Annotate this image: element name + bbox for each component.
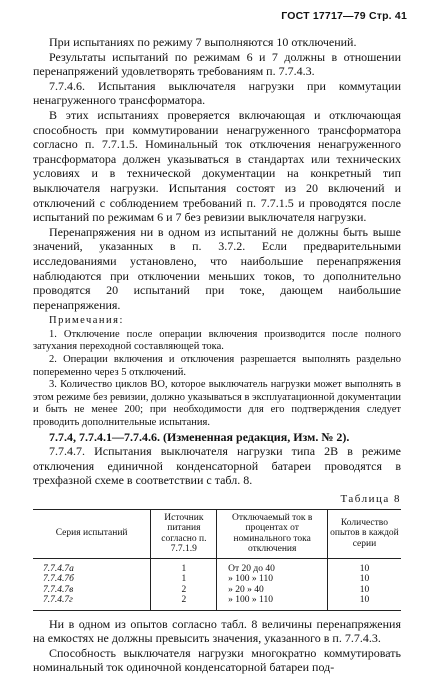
count-cell: 10 bbox=[327, 595, 401, 610]
table-8 bbox=[33, 509, 401, 611]
count-cell: 10 bbox=[327, 585, 401, 596]
current-value: » 20 » 40 bbox=[228, 584, 264, 595]
table-header-row bbox=[33, 509, 401, 558]
current-cell bbox=[217, 595, 327, 610]
series-cell: 7.7.4.7а bbox=[43, 563, 74, 574]
current-value: » 100 » 110 bbox=[228, 595, 273, 606]
paragraph: При испытаниях по режиму 7 выполняются 10 отключений. bbox=[49, 35, 357, 49]
series-cell: 7.7.4.7б bbox=[43, 574, 74, 585]
amendment-note: 7.7.4, 7.7.4.1—7.7.4.6. (Измененная редакция, Изм. № 2). bbox=[49, 429, 350, 444]
column-header: Серия испытаний bbox=[33, 509, 151, 558]
note-item: 1. Отключение после операции включения производится после полного затухания переходной составляющей тока. bbox=[33, 328, 401, 353]
count-cell: 10 bbox=[327, 558, 401, 574]
paragraph: Способность выключателя нагрузки многократно коммутировать номинальный ток одиночной конденсаторной батареи под- bbox=[33, 645, 401, 675]
current-value: » 100 » 110 bbox=[228, 574, 273, 585]
column-header: Отключаемый ток в процентах от номинального тока отключения bbox=[217, 509, 327, 558]
current-value: От 20 до 40 bbox=[228, 563, 275, 574]
page-body bbox=[33, 35, 401, 675]
note-item: 2. Операции включения и отключения разрешается выполнять раздельно попеременно через 5 отключений. bbox=[33, 354, 401, 378]
source-cell: 1 bbox=[151, 558, 217, 574]
source-cell: 2 bbox=[151, 595, 217, 610]
table-row bbox=[33, 595, 401, 610]
series-cell: 7.7.4.7г bbox=[33, 595, 151, 610]
paragraph: Перенапряжения ни в одном из испытаний не должны быть выше значений, указанных в п. 3.7.2. Если предварительными исследованиями установлено, что наибольшие перенапряжения наблюдаются при отключении меньших токов, то дополнительно проводятся 20 испытаний при токе, дающем наибольшие перенапряжения. bbox=[33, 224, 401, 312]
current-cell bbox=[217, 558, 327, 574]
current-cell bbox=[217, 585, 327, 596]
table-row bbox=[33, 585, 401, 596]
page-header: ГОСТ 17717—79 Стр. 41 bbox=[281, 10, 407, 22]
table-row bbox=[33, 558, 401, 574]
column-header: Количество опытов в каждой серии bbox=[327, 509, 401, 558]
section-heading-7746: 7.7.4.6. Испытания выключателя нагрузки при коммутации ненагруженного трансформатора. bbox=[33, 78, 401, 108]
count-cell: 10 bbox=[327, 574, 401, 585]
series-cell: 7.7.4.7в bbox=[43, 584, 74, 595]
section-paragraph-7747: 7.7.4.7. Испытания выключателя нагрузки типа 2В в режиме отключения единичной конденсаторной батареи проводятся в трехфазной схеме в соответствии с табл. 8. bbox=[33, 444, 401, 488]
table-row bbox=[33, 574, 401, 585]
paragraph: Результаты испытаний по режимам 6 и 7 должны в отношении перенапряжений удовлетворять требованиям п. 7.7.4.3. bbox=[33, 49, 401, 79]
column-header: Источник питания согласно п. 7.7.1.9 bbox=[151, 509, 217, 558]
current-cell bbox=[217, 574, 327, 585]
notes-title: Примечания: bbox=[49, 315, 124, 327]
table-caption: Таблица 8 bbox=[340, 493, 401, 505]
source-cell: 2 bbox=[151, 585, 217, 596]
paragraph: Ни в одном из опытов согласно табл. 8 величины перенапряжения на емкостях не должны превысить значения, указанного в п. 7.7.4.3. bbox=[33, 616, 401, 646]
note-item: 3. Количество циклов ВО, которое выключатель нагрузки может выполнять в этом режиме без ревизии, должно указываться в эксплуатационной документации и быть не менее 200; при необходимости для его подтверждения следует проводить дополнительные испытания. bbox=[33, 379, 401, 429]
paragraph: В этих испытаниях проверяется включающая и отключающая способность при коммутировании ненагруженного трансформатора согласно п. 7.7.1.5. Номинальный ток отключения ненагруженного трансформатора должен указываться в стандартах или технических условиях и в технической документации на конкретный тип выключателя нагрузки. Испытания состоят из 20 включений и отключений с соблюдением требований п. 7.7.1.5 и проводятся после испытаний по режимам 6 и 7 без ревизии выключателя нагрузки. bbox=[33, 107, 401, 225]
source-cell: 1 bbox=[151, 574, 217, 585]
